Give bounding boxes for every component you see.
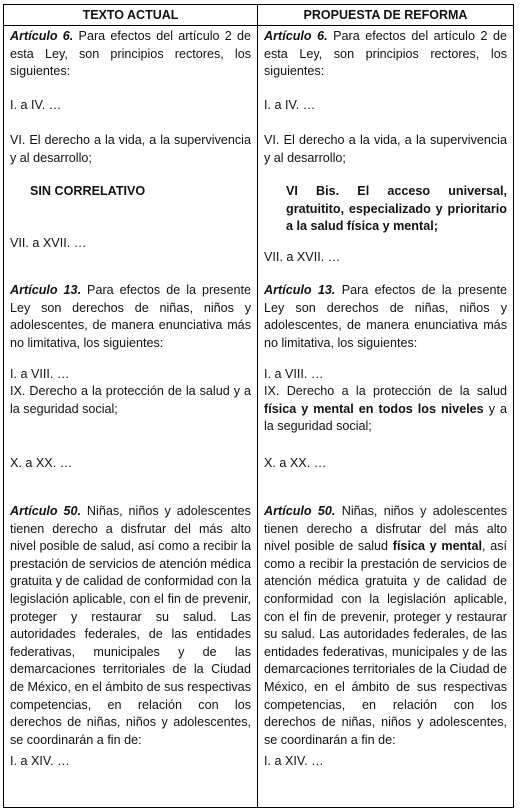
proposal-art50-body-end: , así como a recibir la prestación de servicios de atención médica gratuita y de calidad de conformidad con la legislación aplicable, con el fin de prevenir, proteger y restaurar su salud. Las autoridades federales, de las entidades federativas, municipales y de las demarcaciones territoriales de la Ciudad de México, en el ámbito de sus respectivas competencias, en relación con los derechos de niñas, niños y adolescentes, se coordinarán a fin de:	[264, 539, 507, 747]
proposal-art13-title: Artículo 13.	[264, 283, 336, 297]
comparison-table	[3, 4, 514, 808]
current-art13-intro	[10, 282, 251, 352]
current-art13-fraction9: IX. Derecho a la protección de la salud y a la seguridad social;	[10, 384, 251, 416]
proposal-art13-fraction9-bold: física y mental en todos los niveles	[264, 401, 484, 416]
header-current-text: TEXTO ACTUAL	[4, 5, 258, 26]
current-art13-title: Artículo 13.	[10, 283, 82, 297]
current-art13-intro-text: Para efectos de la presente Ley son derechos de niñas, niños y adolescentes, de manera enunciativa más no limitativa, los siguientes:	[10, 283, 251, 350]
proposal-art6-intro-text: Para efectos del artículo 2 de esta Ley, son principios rectores, los siguientes:	[264, 29, 507, 79]
current-art50-range: I. a XIV. …	[10, 754, 70, 768]
table-body-row	[4, 26, 514, 808]
proposal-art13-intro-text: Para efectos de la presente Ley son derechos de niñas, niños y adolescentes, de manera enunciativa más no limitativa, los siguientes:	[264, 283, 507, 350]
current-art6-title: Artículo 6.	[10, 29, 74, 43]
proposal-art50-body-start: Niñas, niños y adolescentes tienen derecho a disfrutar del más alto nivel posible de salud	[264, 504, 507, 554]
proposal-art13-range1: I. a VIII. …	[264, 367, 324, 381]
proposal-art6-fraction6bis: VI Bis. El acceso universal, gratuitito, especializado y prioritario a la salud física y mental;	[286, 184, 507, 234]
current-art50-body-text: Niñas, niños y adolescentes tienen derecho a disfrutar del más alto nivel posible de salud, así como a recibir la prestación de servicios de atención médica gratuita y de calidad de conformidad con la legislación aplicable, con el fin de prevenir, proteger y restaurar su salud. Las autoridades federales, de las entidades federativas, municipales y de las demarcaciones territoriales de la Ciudad de México, en el ámbito de sus respectivas competencias, en relación con los derechos de niñas, niños y adolescentes, se coordinarán a fin de:	[10, 504, 251, 747]
proposal-art6-fraction6: VI. El derecho a la vida, a la supervivencia y al desarrollo;	[264, 133, 507, 165]
proposal-art13-fraction9-start: IX. Derecho a la protección de la salud	[264, 384, 507, 398]
current-art6-intro-text: Para efectos del artículo 2 de esta Ley, son principios rectores, los siguientes:	[10, 29, 251, 79]
proposal-art13-fraction9	[264, 383, 507, 436]
proposal-art13-fraction9-end: y a la seguridad social;	[264, 401, 508, 434]
proposal-art50-body-bold: física y mental	[392, 539, 482, 554]
current-art6-range1: I. a IV. …	[10, 98, 62, 112]
proposal-art13-range2: X. a XX. …	[264, 456, 327, 470]
proposal-art6-title: Artículo 6.	[264, 29, 328, 43]
proposal-art6-intro	[264, 28, 507, 81]
current-art50-title: Artículo 50.	[10, 504, 81, 518]
current-art6-no-correlate: SIN CORRELATIVO	[30, 184, 146, 198]
current-art13-range2: X. a XX. …	[10, 456, 73, 470]
proposal-art50-body	[264, 503, 507, 749]
current-text-column	[4, 26, 258, 808]
current-art13-range1: I. a VIII. …	[10, 367, 70, 381]
current-art6-fraction6: VI. El derecho a la vida, a la supervivencia y al desarrollo;	[10, 133, 251, 165]
proposal-art50-range: I. a XIV. …	[264, 754, 324, 768]
header-proposal: PROPUESTA DE REFORMA	[258, 5, 514, 26]
current-art6-range2: VII. a XVII. …	[10, 236, 87, 250]
table-header-row	[4, 5, 514, 26]
proposal-column	[258, 26, 514, 808]
current-art6-intro	[10, 28, 251, 81]
current-art50-body	[10, 503, 251, 749]
proposal-art6-range2: VII. a XVII. …	[264, 250, 341, 264]
proposal-art6-range1: I. a IV. …	[264, 98, 316, 112]
proposal-art50-title: Artículo 50.	[264, 504, 336, 518]
proposal-art13-intro	[264, 282, 507, 352]
